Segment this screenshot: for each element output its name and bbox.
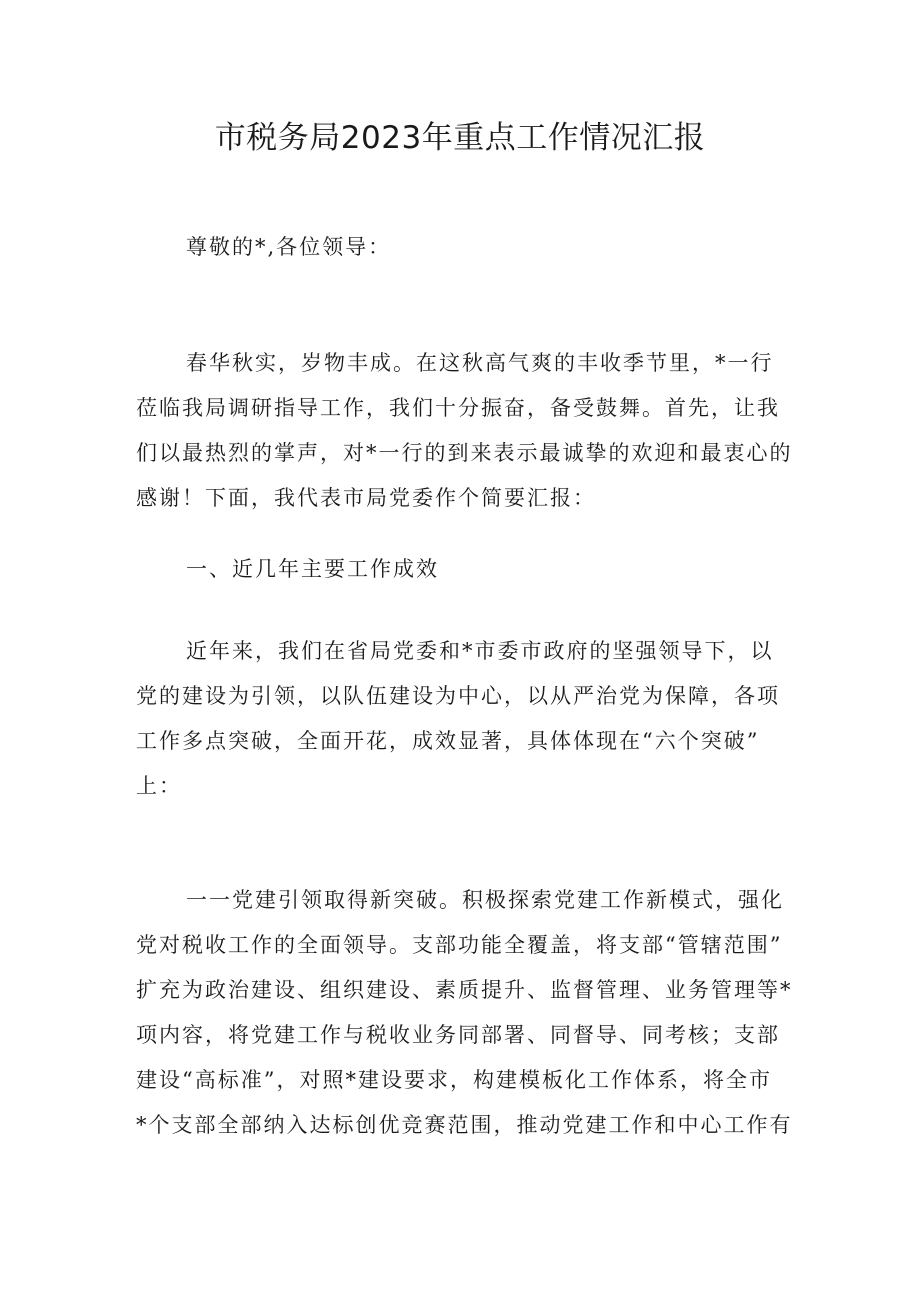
paragraph-line: 建设“高标准”，对照*建设要求，构建模板化工作体系，将全市 [136,1068,772,1092]
paragraph-line: 莅临我局调研指导工作，我们十分振奋，备受鼓舞。首先，让我 [136,396,780,420]
section-heading [136,547,796,592]
paragraph-line: 上： [136,774,182,798]
salutation [136,225,796,270]
paragraph-line: 近年来，我们在省局党委和*市委市政府的坚强领导下，以 [186,639,774,663]
paragraph-line: *个支部全部纳入达标创优竞赛范围，推动党建工作和中心工作有 [136,1113,793,1137]
paragraph-line: 项内容，将党建工作与税收业务同部署、同督导、同考核；支部 [136,1023,780,1047]
document-title: 市税务局2023年重点工作情况汇报 [214,120,706,156]
section-heading-line: 一、近几年主要工作成效 [186,557,439,581]
paragraph-line: 党的建设为引领，以队伍建设为中心，以从严治党为保障，各项 [136,684,780,708]
paragraph-line: 工作多点突破，全面开花，成效显著，具体体现在“六个突破” [136,729,760,753]
salutation-line: 尊敬的*,各位领导： [186,235,392,259]
paragraph-line: 扩充为政治建设、组织建设、素质提升、监督管理、业务管理等* [136,978,793,1002]
paragraph-welcome [136,341,796,521]
paragraph-overview [136,629,796,809]
paragraph-line: 一一党建引领取得新突破。积极探索党建工作新模式，强化 [186,888,784,912]
paragraph-line: 们以最热烈的掌声，对*一行的到来表示最诚挚的欢迎和最衷心的 [136,441,793,465]
paragraph-party-building [136,878,796,1148]
paragraph-line: 春华秋实，岁物丰成。在这秋高气爽的丰收季节里，*一行 [186,351,774,375]
paragraph-line: 感谢！下面，我代表市局党委作个简要汇报： [136,486,596,510]
paragraph-line: 党对税收工作的全面领导。支部功能全覆盖，将支部“管辖范围” [136,933,783,957]
